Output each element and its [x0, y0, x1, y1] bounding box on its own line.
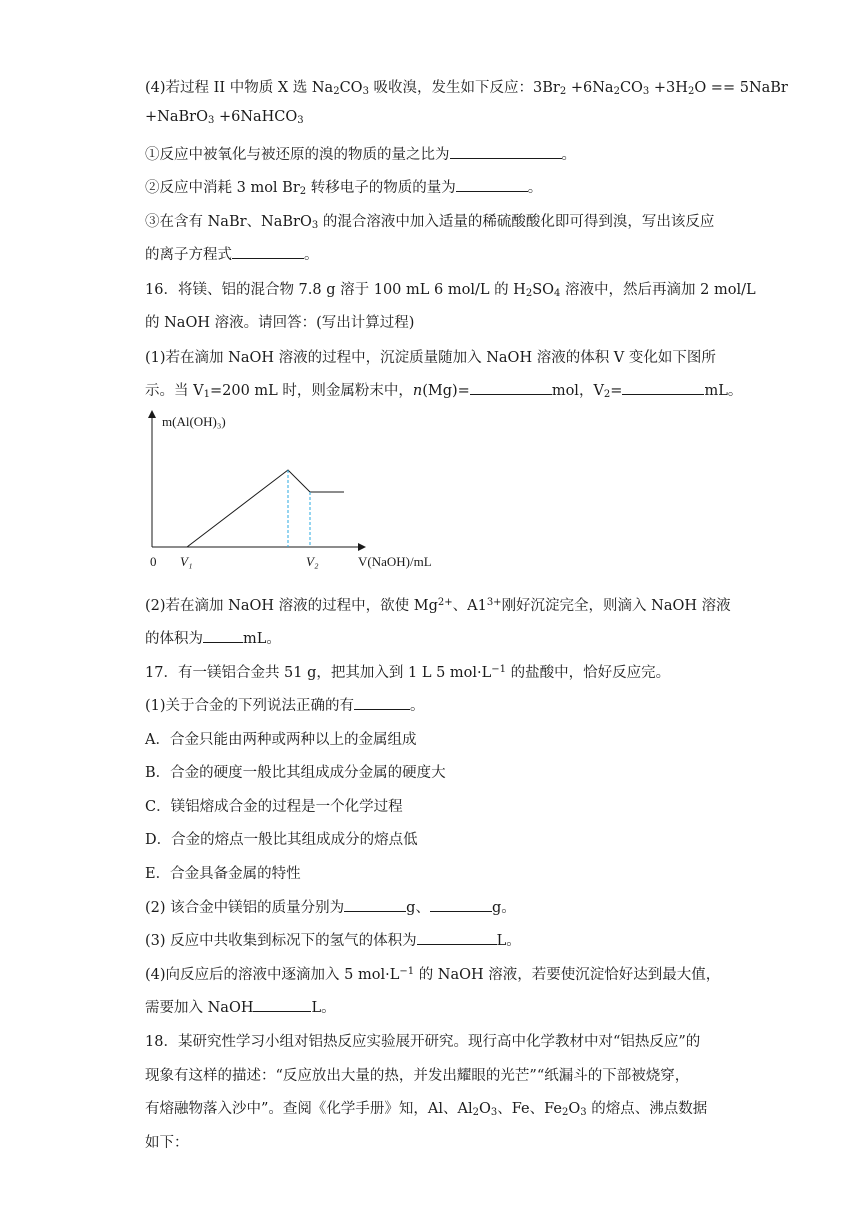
q17-part2: (2) 该合金中镁铝的质量分别为 g、 g。 [145, 896, 516, 917]
q17-option-b: B．合金的硬度一般比其组成成分金属的硬度大 [145, 765, 446, 781]
q15-4-sub3: ③在含有 NaBr、NaBrO$_3$ 的混合溶液中加入适量的稀硫酸酸化即可得到溴，写出该反应 [145, 214, 715, 231]
q18-line4: 如下： [145, 1135, 189, 1151]
answer-blank[interactable] [344, 897, 406, 912]
q17-part1: (1)关于合金的下列说法正确的有 。 [145, 694, 425, 715]
q17-option-d: D．合金的熔点一般比其组成成分的熔点低 [145, 832, 418, 848]
answer-blank[interactable] [203, 628, 243, 643]
q15-4-sub2: ②反应中消耗 3 mol $Br_2$ 转移电子的物质的量为 。 [145, 176, 542, 197]
precipitate-volume-graph [140, 410, 460, 575]
answer-blank[interactable] [253, 997, 311, 1012]
v1-label: V₁ [180, 554, 193, 569]
precipitate-curve [187, 470, 344, 547]
q17-option-c: C．镁铝熔成合金的过程是一个化学过程 [145, 799, 403, 815]
q15-4-equation-line2: +NaBrO$_3$ +6NaHCO$_3$ [145, 109, 304, 126]
q17-stem: 17．有一镁铝合金共 51 g，把其加入到 1 L 5 $mol\cdot L^{-1}$ 的盐酸中，恰好反应完。 [145, 664, 671, 681]
q16-part2-line1: (2)若在滴加 NaOH 溶液的过程中，欲使 $Mg^{2+}$、$A1^{3+}$刚好沉淀完全，则滴入 NaOH 溶液 [145, 597, 731, 614]
y-axis-label: m(Al(OH)₃) [162, 414, 226, 429]
q15-4-sub1: ①反应中被氧化与被还原的溴的物质的量之比为 。 [145, 143, 576, 164]
q17-option-e: E．合金具备金属的特性 [145, 866, 301, 882]
answer-blank[interactable] [450, 144, 562, 159]
q16-part2-line2: 的体积为 mL。 [145, 627, 281, 648]
q15-4-equation-line1: (4)若过程 II 中物质 X 选 $Na_2CO_3$ 吸收溴，发生如下反应：$3Br_2 +6Na_2CO_3 +3H_2O$ == 5NaBr [145, 80, 788, 97]
answer-blank[interactable] [430, 897, 492, 912]
origin-label: 0 [150, 554, 157, 569]
q17-part4-line2: 需要加入 NaOH L。 [145, 996, 336, 1017]
q17-part3: (3) 反应中共收集到标况下的氢气的体积为 L。 [145, 929, 521, 950]
answer-blank[interactable] [232, 244, 304, 259]
q18-line3: 有熔融物落入沙中”。查阅《化学手册》知，Al、$Al_2O_3$、Fe、$Fe_2O_3$ 的熔点、沸点数据 [145, 1101, 708, 1118]
q16-part1-line1: (1)若在滴加 NaOH 溶液的过程中，沉淀质量随加入 NaOH 溶液的体积 V 变化如下图所 [145, 350, 716, 366]
q15-4-sub3-line2: 的离子方程式 。 [145, 243, 319, 264]
q18-line1: 18．某研究性学习小组对铝热反应实验展开研究。现行高中化学教材中对“铝热反应”的 [145, 1034, 701, 1050]
answer-blank[interactable] [456, 177, 528, 192]
q17-option-a: A．合金只能由两种或两种以上的金属组成 [145, 732, 417, 748]
q16-stem-line2: 的 NaOH 溶液。请回答：(写出计算过程) [145, 315, 415, 331]
q16-part1-line2: 示。当 $V_1=200$ mL 时，则金属粉末中，n(Mg)= mol，$V_2=$ mL。 [145, 379, 742, 400]
answer-blank[interactable] [622, 380, 704, 395]
q18-line2: 现象有这样的描述：“反应放出大量的热，并发出耀眼的光芒”“纸漏斗的下部被烧穿， [145, 1068, 690, 1084]
v2-label: V₂ [306, 554, 319, 569]
q16-stem-line1: 16．将镁、铝的混合物 7.8 g 溶于 100 mL 6 mol/L 的 $H_2SO_4$ 溶液中，然后再滴加 2 mol/L [145, 282, 756, 299]
answer-blank[interactable] [354, 695, 410, 710]
answer-blank[interactable] [417, 930, 497, 945]
q17-part4-line1: (4)向反应后的溶液中逐滴加入 5 $mol\cdot L^{-1}$ 的 NaOH 溶液，若要使沉淀恰好达到最大值， [145, 966, 721, 983]
answer-blank[interactable] [470, 380, 552, 395]
x-axis-label: V(NaOH)/mL [358, 554, 432, 569]
